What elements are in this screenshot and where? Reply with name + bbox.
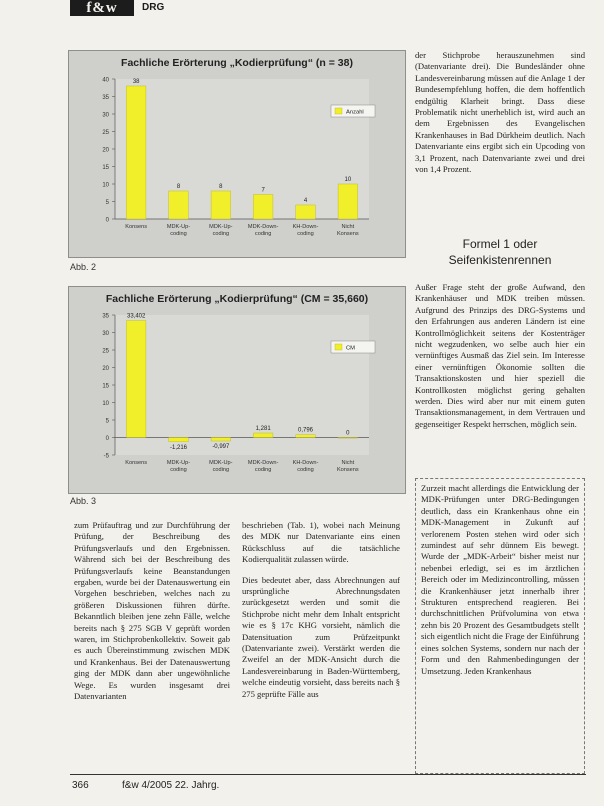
y-tick-label: 30 xyxy=(102,331,109,337)
y-tick-label: 25 xyxy=(102,130,109,136)
y-tick-label: 25 xyxy=(102,348,109,355)
middle-paragraph-2: Dies bedeutet aber, dass Abrechnungen auf ursprüngliche Abrechnungsdaten zurückgesetzt werden und somit die Stichprobe nicht mehr dem Inhalt entspricht wie es § 17c KHG vorsieht, nämlich die Datensituation zum Prüfzeitpunkt (Datenvariante zwei). Verstärkt werden die Zweifel an der MDK-Ansicht durch die Landesvereinbarung in Baden-Württemberg, welche eindeutig vorsieht, dass bereits nach § 275 geprüfte Fälle aus xyxy=(242,574,400,699)
chart-title-2: Fachliche Erörterung „Kodierprüfung“ (CM = 35,660) xyxy=(105,293,369,305)
y-tick-label: 20 xyxy=(102,147,109,154)
category-label: coding xyxy=(254,467,272,473)
left-paragraph-1: zum Prüfauftrag und zur Durchführung der Prüfung, der Beschreibung des Prüfungsverlaufs und den Ergebnissen. Während sich bei der Beschreibung des Prüfungsverlaufs keine Beanstandungen ergaben, wurde bei der Datenauswertung ein Vorgehen beschrieben, welches nach zu größeren Diskussionen führen dürfte. Bekanntlich bleiben jene zehn Fälle, welche bereits nach § 275 SGB V geprüft worden waren, im Stichprobenkollektiv. Soweit gab es auch Übereinstimmung zwischen MDK und Krankenhaus. Bei der Datenauswertung ging der MDK dann aber ungewöhnliche Wege. Es wurden insgesamt drei Datenvarianten xyxy=(74,520,230,702)
category-label: coding xyxy=(170,231,187,237)
category-label: MDK-Up- xyxy=(209,224,233,230)
bar xyxy=(253,195,272,220)
category-label: Nicht xyxy=(341,460,355,466)
y-tick-label: 30 xyxy=(102,112,109,119)
y-tick-label: 10 xyxy=(102,401,109,407)
journal-logo: f&w xyxy=(70,0,134,16)
data-label: 8 xyxy=(219,184,223,190)
category-label: KH-Down- xyxy=(292,224,319,230)
section-heading xyxy=(415,236,585,268)
category-label: Konsens xyxy=(125,224,148,230)
category-label: Konsens xyxy=(336,231,359,237)
y-tick-label: 20 xyxy=(102,366,109,372)
section-label: DRG xyxy=(142,2,165,13)
category-label: coding xyxy=(297,467,314,473)
category-label: MDK-Up- xyxy=(166,224,191,230)
bar xyxy=(126,321,145,438)
legend-label: Anzahl xyxy=(346,109,364,116)
y-tick-label: 5 xyxy=(105,200,109,206)
bar xyxy=(211,438,230,441)
chart-1 xyxy=(69,71,405,255)
legend-swatch xyxy=(335,344,342,350)
y-tick-label: 35 xyxy=(102,95,109,101)
bar xyxy=(338,184,357,219)
data-label: -1,216 xyxy=(169,444,188,451)
y-tick-label: 15 xyxy=(102,383,109,390)
bar xyxy=(296,205,315,219)
figure-caption-3: Abb. 3 xyxy=(70,496,97,506)
data-label: 0 xyxy=(346,430,350,437)
category-label: MDK-Down- xyxy=(247,224,279,230)
y-tick-label: 40 xyxy=(102,77,109,84)
category-label: Nicht xyxy=(341,224,355,230)
y-tick-label: 0 xyxy=(105,217,109,224)
bar xyxy=(169,438,188,442)
category-label: MDK-Up- xyxy=(166,460,191,466)
section-heading-line-1: Formel 1 oder xyxy=(462,237,538,251)
bar xyxy=(169,191,188,219)
right-boxed-paragraph xyxy=(415,478,585,774)
bar xyxy=(253,433,272,437)
y-tick-label: 0 xyxy=(105,436,109,442)
page-number: 366 xyxy=(72,780,89,791)
figure-caption-2: Abb. 2 xyxy=(70,262,97,272)
bar xyxy=(126,86,145,219)
right-paragraph-3: Zurzeit macht allerdings die Entwicklung der MDK-Prüfungen unter DRG-Bedingungen deutlich, dass ein Krankenhaus ohne ein MDK-Management in Zukunft auf verlorenem Posten stehen wird oder sich zumindest auf sehr dünnem Eis bewegt. Wurde der „MDK-Arbeit“ bisher meist nur nebenbei erledigt, sei es im ärztlichen Bereich oder im Medizincontrolling, müssen die Krankenhäuser jetzt innerhalb ihrer Strukturen entsprechend reagieren. Bei durchschnittlichen Prüfvolumina von etwa zehn bis 20 Prozent des Gesamtbudgets stellt sich eigentlich nicht die Frage der Einführung eines solchen Systems, sondern nur nach der Form und den Rahmenbedingungen der Umsetzung. Jeden Krankenhaus xyxy=(421,483,579,676)
legend-swatch xyxy=(335,108,342,114)
bar xyxy=(338,438,357,439)
category-label: Konsens xyxy=(336,467,359,473)
plot-area xyxy=(115,315,369,455)
right-text-column-2 xyxy=(415,282,585,439)
y-tick-label: 5 xyxy=(105,418,109,425)
legend-label: CM xyxy=(346,345,356,352)
category-label: MDK-Down- xyxy=(247,460,279,466)
chart-frame-2 xyxy=(68,286,406,494)
middle-paragraph-1: beschrieben (Tab. 1), wobei nach Meinung des MDK nur Datenvariante eins einen Rückschluss auf die tatsächliche Kodierqualität zulassen würde. xyxy=(242,520,400,565)
data-label: 38 xyxy=(132,79,140,85)
bar xyxy=(211,191,230,219)
journal-issue: f&w 4/2005 22. Jahrg. xyxy=(122,780,220,791)
plot-area xyxy=(115,79,369,219)
left-text-column xyxy=(74,520,230,712)
category-label: coding xyxy=(170,467,187,473)
y-tick-label: -5 xyxy=(103,453,109,460)
middle-text-column xyxy=(242,520,400,709)
data-label: 7 xyxy=(261,187,265,194)
category-label: Konsens xyxy=(125,460,148,466)
data-label: 33,402 xyxy=(126,313,146,320)
right-text-column xyxy=(415,50,585,184)
right-paragraph-1: der Stichprobe herauszunehmen sind (Datenvariante drei). Die Bundesländer ohne Landesvereinbarung müssen auf die Anlage 1 der Bundesempfehlung hoffen, die dem hoffentlich endgültig Klarheit bringt. Dass diese Problematik nicht unerheblich ist, wird auch an dem Ergebnissen des Evangelischen Krankenhauses in Bad Dürkheim deutlich. Nach Datenvariante eins ergibt sich ein Upcoding von 3,1 Prozent, nach Datenvariante zwei und drei von 1,4 Prozent. xyxy=(415,50,585,175)
category-label: coding xyxy=(254,231,272,237)
y-tick-label: 15 xyxy=(102,165,109,171)
category-label: coding xyxy=(212,231,230,237)
data-label: 1,281 xyxy=(255,426,271,433)
section-heading-line-2: Seifenkistenrennen xyxy=(448,253,552,267)
y-tick-label: 10 xyxy=(102,182,109,189)
chart-2 xyxy=(69,307,405,491)
chart-title-1: Fachliche Erörterung „Kodierprüfung“ (n = 38) xyxy=(121,57,353,69)
right-paragraph-2: Außer Frage steht der große Aufwand, den Krankenhäuser und MDK treiben müssen. Aufgrund des Prinzips des DRG-Systems und den Erfahrungen aus anderen Ländern ist eine Kontrollmöglichkeit seitens der Kostenträger nicht wegzudenken, wo selbe auch hier ein vernünftiges Ausmaß das Ziel sein. Im Interesse einer vernünftigen Ökonomie sollten die Transaktionskosten und hier speziell die Kontrollkosten möglichst gering gehalten werden. Dies wird aber nur mit einem guten Transaktionsmanagement, in dem Vertrauen und gegenseitiger Respekt herrschen, möglich sein. xyxy=(415,282,585,429)
bar xyxy=(296,435,315,438)
category-label: KH-Down- xyxy=(292,460,319,466)
chart-frame-1 xyxy=(68,50,406,258)
category-label: coding xyxy=(212,467,230,473)
category-label: MDK-Up- xyxy=(209,460,233,466)
data-label: 8 xyxy=(176,184,181,190)
footer-rule xyxy=(70,774,586,775)
data-label: 10 xyxy=(344,177,352,183)
y-tick-label: 35 xyxy=(102,313,109,320)
data-label: 0,796 xyxy=(297,427,314,434)
data-label: -0,997 xyxy=(212,443,230,450)
category-label: coding xyxy=(297,231,314,237)
data-label: 4 xyxy=(303,198,308,204)
